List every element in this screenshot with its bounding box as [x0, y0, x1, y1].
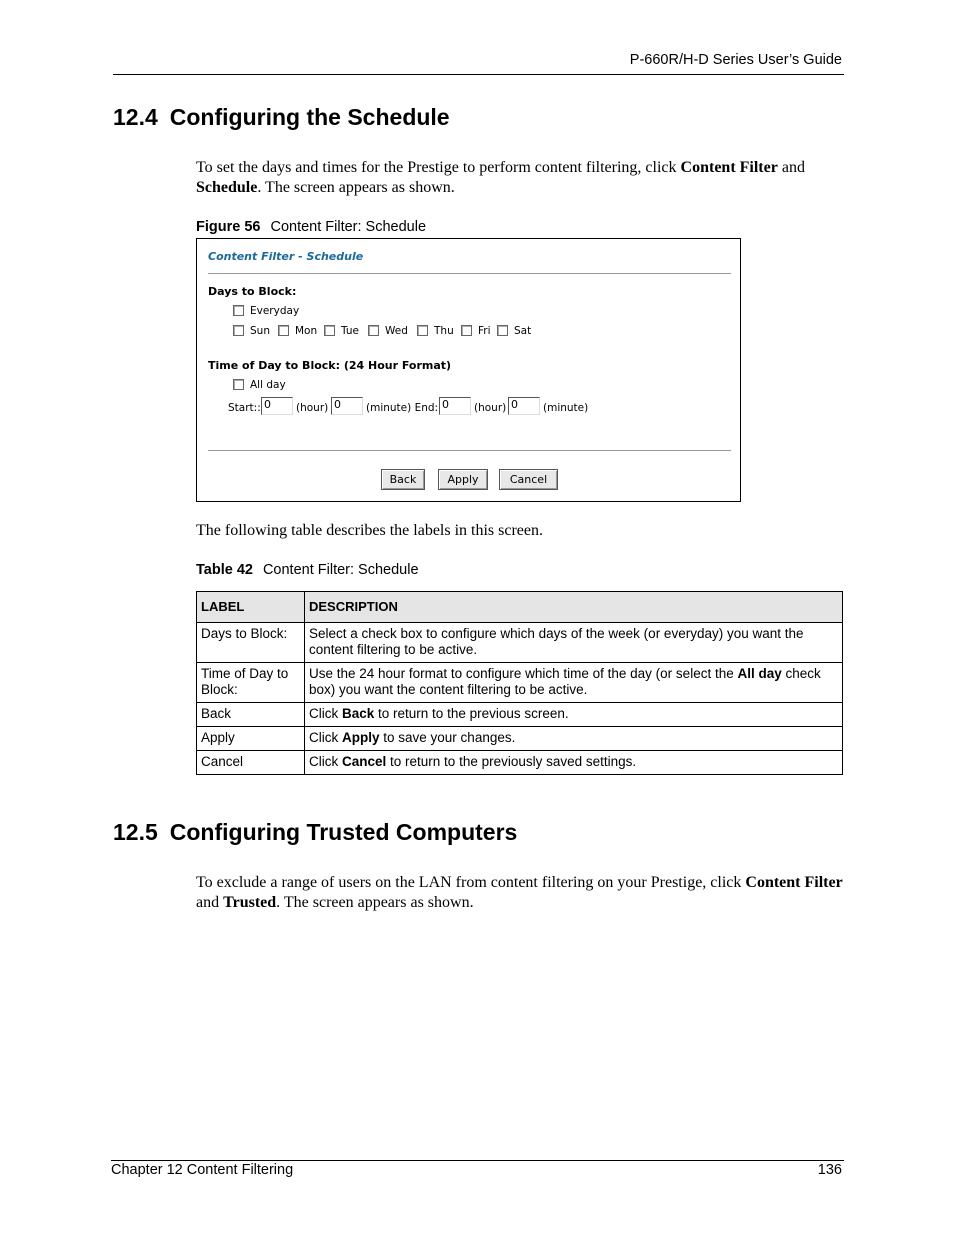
bold-text: Content Filter: [745, 874, 843, 891]
sat-label: Sat: [514, 325, 532, 337]
thu-checkbox[interactable]: [417, 325, 428, 336]
text: To set the days and times for the Prestige to perform content filtering, click: [196, 159, 681, 176]
bold-text: Back: [342, 706, 375, 721]
page-number: 136: [817, 1162, 842, 1178]
end-minute-input[interactable]: 0: [508, 397, 540, 415]
table-intro-paragraph: The following table describes the labels in this screen.: [196, 522, 544, 539]
table-header-row: [197, 592, 843, 623]
figure-caption: [196, 219, 426, 235]
section-number: 12.5: [113, 819, 158, 845]
time-of-day-label: Time of Day to Block: (24 Hour Format): [208, 359, 452, 372]
guide-title: P-660R/H-D Series User’s Guide: [629, 52, 842, 68]
end-hour-input[interactable]: 0: [439, 397, 471, 415]
schedule-labels-table: [196, 591, 843, 775]
sat-checkbox[interactable]: [497, 325, 508, 336]
row-description: [305, 751, 843, 775]
intro-paragraph: [196, 158, 844, 198]
all-day-checkbox[interactable]: [233, 379, 244, 390]
screen-title: Content Filter - Schedule: [208, 250, 364, 263]
start-minute-input[interactable]: 0: [331, 397, 363, 415]
row-description: [305, 663, 843, 703]
text: Use the 24 hour format to configure which time of the day (or select the: [309, 666, 738, 681]
hour-label: (hour): [296, 402, 329, 414]
start-hour-input[interactable]: 0: [261, 397, 293, 415]
row-label: Time of Day to Block:: [197, 663, 305, 703]
figure-label: Figure 56: [196, 219, 261, 235]
schedule-screenshot: [196, 238, 741, 502]
mon-checkbox[interactable]: [278, 325, 289, 336]
all-day-label: All day: [250, 379, 286, 391]
section-heading-12-4: [113, 104, 450, 131]
text: . The screen appears as shown.: [257, 179, 455, 196]
table-row: [197, 703, 843, 727]
text: to return to the previous screen.: [374, 706, 569, 721]
button-divider: [208, 450, 731, 451]
section-heading-12-5: [113, 819, 517, 846]
row-label: Back: [197, 703, 305, 727]
table-caption: [196, 562, 419, 578]
chapter-title: Chapter 12 Content Filtering: [111, 1162, 294, 1178]
sun-checkbox[interactable]: [233, 325, 244, 336]
thu-label: Thu: [434, 325, 454, 337]
bold-text: Content Filter: [680, 159, 778, 176]
wed-label: Wed: [385, 325, 408, 337]
mon-label: Mon: [295, 325, 318, 337]
description-column-header: DESCRIPTION: [305, 592, 843, 623]
tue-checkbox[interactable]: [324, 325, 335, 336]
text: Select a check box to configure which days of the week (or everyday) you want the content filtering to be active.: [309, 626, 804, 657]
table-label: Table 42: [196, 562, 253, 578]
text: To exclude a range of users on the LAN from content filtering on your Prestige, click: [196, 874, 746, 891]
bold-text: All day: [737, 666, 782, 681]
text: and: [777, 159, 805, 176]
row-description: [305, 703, 843, 727]
wed-checkbox[interactable]: [368, 325, 379, 336]
cancel-button[interactable]: Cancel: [499, 469, 558, 490]
row-description: [305, 623, 843, 663]
text: to save your changes.: [379, 730, 516, 745]
header-rule: [113, 74, 844, 75]
text: Click: [309, 706, 342, 721]
text: . The screen appears as shown.: [276, 894, 474, 911]
label-column-header: LABEL: [197, 592, 305, 623]
section-number: 12.4: [113, 104, 158, 130]
apply-button[interactable]: Apply: [438, 469, 488, 490]
everyday-checkbox[interactable]: [233, 305, 244, 316]
minute-end-label: (minute) End:: [366, 402, 439, 414]
bold-text: Cancel: [342, 754, 387, 769]
tue-label: Tue: [341, 325, 359, 337]
start-label: Start::: [228, 402, 261, 414]
section-title: Configuring the Schedule: [169, 104, 450, 130]
text: Click: [309, 730, 342, 745]
bold-text: Schedule: [196, 179, 258, 196]
bold-text: Trusted: [223, 894, 277, 911]
footer-rule: [111, 1160, 844, 1161]
back-button[interactable]: Back: [381, 469, 425, 490]
table-row: [197, 663, 843, 703]
trusted-paragraph: [196, 873, 844, 913]
sun-label: Sun: [250, 325, 270, 337]
row-label: Apply: [197, 727, 305, 751]
text: to return to the previously saved settings.: [386, 754, 637, 769]
text: check box) you want the content filtering to be active.: [309, 666, 821, 697]
row-label: Days to Block:: [197, 623, 305, 663]
fri-checkbox[interactable]: [461, 325, 472, 336]
days-to-block-label: Days to Block:: [208, 285, 297, 298]
table-row: [197, 751, 843, 775]
table-row: [197, 623, 843, 663]
title-divider: [208, 273, 731, 274]
fri-label: Fri: [478, 325, 491, 337]
hour-label: (hour): [474, 402, 507, 414]
table-row: [197, 727, 843, 751]
everyday-label: Everyday: [250, 305, 300, 317]
row-description: [305, 727, 843, 751]
minute-label: (minute): [543, 402, 589, 414]
row-label: Cancel: [197, 751, 305, 775]
table-caption-text: Content Filter: Schedule: [262, 562, 419, 578]
bold-text: Apply: [342, 730, 380, 745]
text: and: [196, 894, 224, 911]
figure-caption-text: Content Filter: Schedule: [270, 219, 427, 235]
section-title: Configuring Trusted Computers: [169, 819, 518, 845]
text: Click: [309, 754, 342, 769]
